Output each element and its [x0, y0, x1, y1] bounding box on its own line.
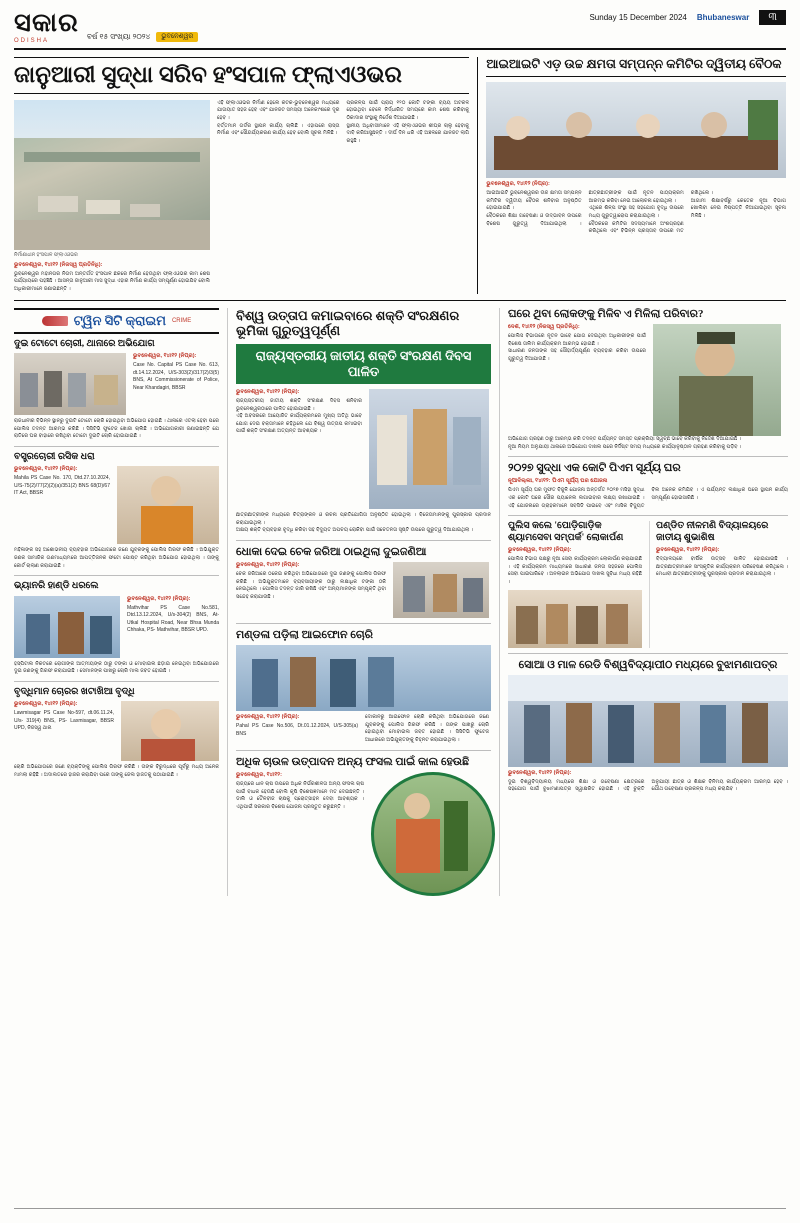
lead-byline: ଭୁବନେଶ୍ୱର, ୧୪ା୧୨ (ନିଜସ୍ୱ ପ୍ରତିନିଧି):	[14, 261, 103, 268]
crime-byline-3: ଭୁବନେଶ୍ୱର, ୧୪ା୧୨ (ନିପ୍ର):	[14, 701, 78, 708]
energy-para-0: ରାଜ୍ୟସ୍ତରୀୟ ଜାତୀୟ ଶକ୍ତି ସଂରକ୍ଷଣ ଦିବସ ଶନିବାର ଭୁବନେଶ୍ୱରଠାରେ ପାଳିତ ହୋଇଯାଇଛି ।	[236, 397, 362, 412]
crime-case-1: Mahila PS Case No. 170, Dtd.27.10.2024, U/S-75(2)/77(2)(2)(a)/351(2) BNS 68(D)/67 IT Act, BBSR	[14, 475, 110, 497]
mou-text: ଦୁଇ ବିଶ୍ୱବିଦ୍ୟାଳୟ ମଧ୍ୟରେ ଶିକ୍ଷା ଓ ଗବେଷଣା କ୍ଷେତ୍ରରେ ସହଯୋଗ ପାଇଁ ବୁଝାମଣାପତ୍ର ସ୍ୱାକ୍ଷରିତ ହୋଇଛି । ଏହି ଚୁକ୍ତି ଅନୁଯାୟୀ ଛାତ୍ର ଓ ଶିକ୍ଷକ ବିନିମୟ କାର୍ଯ୍ୟକ୍ରମ ଆରମ୍ଭ ହେବ । ଯୌଥ ଗବେଷଣା ପ୍ରକଳ୍ପ ମଧ୍ୟ କରାଯିବ ।	[508, 778, 788, 793]
edition-chip: ଭୁବନେଶ୍ୱର	[156, 32, 198, 42]
right-column	[499, 308, 788, 896]
crime-title-1: ବସ୍ତ୍ରଚୋରୀ ରସିକ ଧରା	[14, 451, 95, 462]
masthead	[14, 10, 786, 50]
iit-text-columns	[486, 190, 786, 236]
top-block	[14, 57, 786, 294]
solar-headline: ୨୦୨୭ ସୁଦ୍ଧା ଏକ କୋଟି ପିଏମ ସୂର୍ଯ୍ୟ ଘର	[508, 462, 681, 475]
cheque-photo	[393, 562, 489, 618]
energy-para-3: ଅକ୍ଷୟ ଶକ୍ତି ବ୍ୟବହାର ବୃଦ୍ଧି କରିବା ସହ ବିଦ୍ୟୁତ ଅପଚୟ ରୋକିବା ପାଇଁ ସଚେତନତା ସୃଷ୍ଟି ଉପରେ ଗୁରୁତ୍ୱ ଦିଆଯାଇଥିଲା ।	[236, 527, 474, 534]
school-byline: ଭୁବନେଶ୍ୱର, ୧୪ା୧୨ (ନିପ୍ର):	[656, 547, 720, 554]
mou-photo	[508, 675, 788, 767]
crime-text-1: ମହିଳାଙ୍କ ସହ ଅଶୋଭନୀୟ ବ୍ୟବହାର ଅଭିଯୋଗରେ ଜଣେ ଯୁବକଙ୍କୁ ପୋଲିସ ଗିରଫ କରିଛି । ଅଭିଯୁକ୍ତ ଜଣକ ସାମାଜିକ ଗଣମାଧ୍ୟମରେ ଆପତ୍ତିଜନକ ଫଟୋ ପୋଷ୍ଟ କରିଥିବା ଅଭିଯୋଗ ହୋଇଥିଲା । ତାଙ୍କୁ କୋର୍ଟ ଚାଲାଣ କରାଯାଇଛି ।	[14, 547, 219, 569]
iphone-byline: ଭୁବନେଶ୍ୱର, ୧୪ା୧୨ (ନିପ୍ର):	[236, 714, 300, 721]
publish-date: Sunday 15 December 2024	[589, 13, 687, 22]
mou-byline: ଭୁବନେଶ୍ୱର, ୧୪ା୧୨ (ନିପ୍ର):	[508, 769, 572, 776]
crime-byline-1: ଭୁବନେଶ୍ୱର, ୧୪ା୧୨ (ନିପ୍ର):	[14, 466, 78, 473]
energy-photo-wrap	[369, 389, 489, 509]
energy-photo	[369, 389, 489, 509]
school-text: ବିଦ୍ୟାଳୟରେ ବାର୍ଷିକ ଉତ୍ସବ ପାଳିତ ହୋଇଯାଇଛି । ଛାତ୍ରଛାତ୍ରୀମାନେ ସାଂସ୍କୃତିକ କାର୍ଯ୍ୟକ୍ରମ ପରିବେଷଣ କରିଥିଲେ । ମେଧାବୀ ଛାତ୍ରଛାତ୍ରୀଙ୍କୁ ପୁରସ୍କାର ପ୍ରଦାନ କରାଯାଇଥିଲା ।	[656, 556, 788, 578]
section-divider-top	[14, 300, 786, 301]
iit-story	[477, 57, 786, 294]
edition-city: Bhubaneswar	[696, 13, 750, 22]
main-body	[14, 308, 786, 896]
cheque-text: ଚେକ ଜରିଆରେ ଠକେଇ କରିଥିବା ଅଭିଯୋଗରେ ଦୁଇ ଜଣଙ୍କୁ ପୋଲିସ ଗିରଫ କରିଛି । ଅଭିଯୁକ୍ତମାନେ ବ୍ୟବସାୟୀଙ୍କ ଠାରୁ ଲକ୍ଷାଧିକ ଟଙ୍କା ଠକି ନେଇଥିଲେ । ପୋଲିସ ତଦନ୍ତ ଜାରି ରଖିଛି ଏବଂ ଅନ୍ୟମାନଙ୍କ ସମ୍ପୃକ୍ତି ଥିବା ସନ୍ଦେହ କରାଯାଉଛି ।	[236, 570, 386, 600]
siren-icon	[42, 316, 68, 326]
officer-byline: ଦେଶ, ୧୪ା୧୨ (ନିଜସ୍ୱ ପ୍ରତିନିଧି):	[508, 323, 580, 330]
iphone-text: ଦୋକାନରୁ ଆଇଫୋନ ଚୋରି କରିଥିବା ଅଭିଯୋଗରେ ଜଣେ ଯୁବକଙ୍କୁ ପୋଲିସ ଗିରଫ କରିଛି । ତାଙ୍କ ପାଖରୁ ଚୋରି ହୋଇଥିବା ମୋବାଇଲ ଜବତ ହୋଇଛି । ସିସିଟିଭି ଫୁଟେଜ ଆଧାରରେ ଅଭିଯୁକ୍ତଙ୍କୁ ଚିହ୍ନଟ କରାଯାଇଥିଲା ।	[365, 714, 489, 744]
officer-para-1: ସାଧାରଣ ଜନତାଙ୍କ ସହ ସୌହାର୍ଦ୍ଦ୍ୟପୂର୍ଣ୍ଣ ବ୍ୟବହାର କରିବା ଉପରେ ଗୁରୁତ୍ୱ ଦିଆଯାଉଛି ।	[508, 348, 646, 362]
lead-para-4: ସ୍ଥାନୀୟ ଅଧିବାସୀମାନେ ଏହି ଫ୍ଲାଏଓଭର ଶୀଘ୍ର ଚାଲୁ ହେବାକୁ ଦାବି କରିଆସୁଛନ୍ତି । ଦୀର୍ଘ ଦିନ ଧରି ଏହି ଅଞ୍ଚଳରେ ଯାନଜଟ ଲାଗି ରହୁଛି ।	[346, 122, 469, 144]
lead-para-1: ଏହି ଫ୍ଲାଏଓଭର ନିର୍ମାଣ ହେଲେ କଟକ-ଭୁବନେଶ୍ୱର ମଧ୍ୟରେ ଯାତାୟାତ ସହଜ ହେବ ଏବଂ ଯାନଜଟ ସମସ୍ୟା ଅନେକାଂଶରେ ଦୂର ହେବ ।	[217, 99, 340, 122]
iit-para-3: ବୈଠକରେ କମିଟିର ସଦସ୍ୟମାନେ ଅଂଶଗ୍ରହଣ କରିଥିଲେ ଏବଂ ବିଭିନ୍ନ ପ୍ରସ୍ତାବ ଉପରେ ମତ ରଖିଥିଲେ ।	[588, 190, 713, 235]
iit-headline: ଆଇଆଇଟି ଏଡ଼ ଉଚ୍ଚ କ୍ଷମତା ସମ୍ପନ୍ନ କମିଟିର ଦ୍ୱିତୀୟ ବୈଠକ	[486, 57, 786, 77]
solar-byline: ନୂଆଦିଲ୍ଲୀ, ୧୪ା୧୨: ପିଏମ ସୂର୍ଯ୍ୟ ଘର ଯୋଜନା	[508, 478, 608, 485]
officer-photo-wrap	[653, 324, 781, 436]
mou-headline: ସୋଆ ଓ ମାଳ ରେଡି ବିଶ୍ୱବିଦ୍ୟାପୀଠ ମଧ୍ୟରେ ବୁଝାମଣାପତ୍ର	[518, 658, 778, 671]
officer-para-3: ନୂଆ ନିୟମ ଅନୁଯାୟୀ ଥାନାରେ ଅଭିଯୋଗ ଦାଖଲ ପରେ ନିର୍ଦ୍ଦିଷ୍ଟ ସମୟ ମଧ୍ୟରେ କାର୍ଯ୍ୟାନୁଷ୍ଠାନ ଗ୍ରହଣ କରିବାକୁ ପଡ଼ିବ ।	[508, 443, 742, 450]
crime-title-3: ବୃଦ୍ଧିମାନ ଚୋରର ଖଟାଖିଆ ବୃଦ୍ଧି	[14, 686, 135, 697]
officer-para-0: ପୋଲିସ ବିଭାଗରେ ନୂତନ ଭାବେ ଯୋଗ ଦେଇଥିବା ଅଧିକାରୀଙ୍କ ପାଇଁ ବିଶେଷ ତାଲିମ କାର୍ଯ୍ୟକ୍ରମ ଆରମ୍ଭ ହୋଇଛି ।	[508, 332, 646, 347]
masthead-edition	[87, 32, 199, 44]
crime-photo-0	[14, 353, 126, 415]
iit-para-0: ଆଇଆଇଟି ଭୁବନେଶ୍ୱରର ଉଚ୍ଚ କ୍ଷମତା ସମ୍ପନ୍ନ କମିଟିର ଦ୍ୱିତୀୟ ବୈଠକ ଶନିବାର ଅନୁଷ୍ଠିତ ହୋଇଯାଇଛି ।	[486, 190, 582, 212]
paddy-photo	[371, 772, 495, 896]
masthead-logo-group	[14, 10, 198, 44]
masthead-right	[589, 10, 786, 27]
crime-photo-wrap-0	[14, 353, 126, 415]
officer-para-2: ଅଭିଯୋଗ ଗ୍ରହଣ ଠାରୁ ଆରମ୍ଭ କରି ତଦନ୍ତ ପର୍ଯ୍ୟନ୍ତ ସମସ୍ତ ପ୍ରକ୍ରିୟା ସ୍ୱଚ୍ଛ ଭାବେ କରିବାକୁ ନିର୍ଦ୍ଦେଶ ଦିଆଯାଇଛି ।	[508, 435, 741, 442]
iit-para-2: ଏଥିରେ ଶିଳ୍ପ ସଂସ୍ଥା ସହ ସହଯୋଗ ବୃଦ୍ଧି ଉପରେ ମଧ୍ୟ ଗୁରୁତ୍ୱାରୋପ କରାଯାଇଥିଲା ।	[588, 205, 684, 219]
crime-column	[14, 308, 219, 896]
iit-byline: ଭୁବନେଶ୍ୱର, ୧୪ା୧୨ (ନିପ୍ର):	[486, 181, 550, 187]
police-launch-photo	[508, 590, 642, 648]
crime-photo-3	[121, 701, 219, 761]
lead-story	[14, 57, 469, 294]
crime-photo-1	[117, 466, 219, 544]
crime-text-2: ହସ୍ପିଟାଲ ନିକଟରେ ରୋଗୀଙ୍କ ଆତ୍ମୀୟଙ୍କ ଠାରୁ ଟଙ୍କା ଓ ମୋବାଇଲ ଛଡ଼ାଇ ନେଇଥିବା ଅଭିଯୋଗରେ ଦୁଇ ଜଣଙ୍କୁ ଗିରଫ କରାଯାଇଛି । ସେମାନଙ୍କ ପାଖରୁ ଚୋରି ମାଲ ଜବତ ହୋଇଛି ।	[14, 660, 219, 675]
crime-title-0: ଦୁଇ ଟୋଟୋ ଚୋରୀ, ଥାନାରେ ଅଭିଯୋଗ	[14, 338, 155, 349]
cheque-photo-wrap	[393, 562, 489, 618]
lead-text-columns	[217, 100, 469, 294]
cheque-headline: ଧୋକା ଦେଇ ଚେକ ଜରିଆ ଠାଇଥିଲା ଦୁଇଜଣିଆ	[236, 545, 427, 558]
iphone-case: Pahal PS Case No.506, Dt.01.12.2024, U/S-305(a) BNS	[236, 723, 358, 737]
energy-headline: ବିଶ୍ୱ ଉତ୍ତାପ କମାଇବାରେ ଶକ୍ତି ସଂରକ୍ଷଣର ଭୂମିକା ଗୁରୁତ୍ୱପୂର୍ଣ୍ଣ	[236, 307, 460, 339]
energy-para-2: ଛାତ୍ରଛାତ୍ରୀଙ୍କ ମଧ୍ୟରେ ଚିତ୍ରାଙ୍କନ ଓ ରଚନା ପ୍ରତିଯୋଗିତା ଅନୁଷ୍ଠିତ ହୋଇଥିଲା । ବିଜେତାମାନଙ୍କୁ ପୁରସ୍କାର ପ୍ରଦାନ କରାଯାଇଥିଲା ।	[236, 511, 491, 526]
crime-photo-2	[14, 596, 120, 658]
lead-photo-caption: ନିର୍ମାଣାଧୀନ ହଂସପାଳ ଫ୍ଲାଏଓଭର	[14, 251, 78, 258]
police-launch-headline: ପୁଲିସ କଲେ 'ପୋଡ଼ିଗାଡ଼ିକ ଶ୍ୟାମସେବା ସମ୍ପର୍କ' ଲୋକାର୍ପଣ	[508, 521, 624, 543]
paddy-byline: ଭୁବନେଶ୍ୱର, ୧୪ା୧୨:	[236, 771, 282, 778]
energy-green-bar: ରାଜ୍ୟସ୍ତରୀୟ ଜାତୀୟ ଶକ୍ତି ସଂରକ୍ଷଣ ଦିବସ ପାଳିତ	[236, 344, 491, 384]
officer-headline: ଘରେ ଥିବା ଲୋକଙ୍କୁ ମିଳିବ ଏ ମିଳିଲା ପରିବାର?	[508, 307, 704, 320]
middle-column	[227, 308, 491, 896]
crime-case-2: Mathvihar PS Case No.581, Dtd.13.12.2024, U/s-304(2) BNS, At- Utkal Hospital Road, Near Bhsa Munda Chhaka, PS- Mathvihar, BBSR UPD.	[127, 604, 219, 634]
lead-para-2: ବର୍ତ୍ତମାନ ଗର୍ଡର ସ୍ଥାପନ କାର୍ଯ୍ୟ ଚାଲିଛି । ଏହାପରେ ରାସ୍ତା ନିର୍ମାଣ ଏବଂ ସୌନ୍ଦର୍ଯ୍ୟକରଣ କାର୍ଯ୍ୟ ହେବ ବୋଲି ସୂଚନା ମିଳିଛି ।	[217, 122, 340, 137]
school-story	[649, 521, 788, 647]
page-footer-rule	[14, 1208, 786, 1209]
edition-line: ବର୍ଷ ୧୫ ସଂଖ୍ୟା ୨୦୨୪	[86, 32, 151, 41]
iphone-headline: ମଣ୍ଡଳା ପଡ଼ିଲା ଆଇଫୋନ ଚୋରି	[236, 628, 374, 641]
lead-headline: ଜାନୁଆରୀ ସୁଦ୍ଧା ସରିବ ହଂସପାଳ ଫ୍ଲାଏଓଭର	[14, 57, 469, 94]
school-headline: ପଣ୍ଡିତ ନୀଳମଣି ବିଦ୍ୟାଳୟରେ ଜାତୀୟ ଶୁଭାଶିଷ	[656, 521, 769, 543]
crime-byline-0: ଭୁବନେଶ୍ୱର, ୧୪ା୧୨ (ନିପ୍ର):	[133, 353, 197, 360]
police-launch-story	[508, 521, 642, 647]
crime-banner-title: ଟ୍ୱିନ ସିଟି କ୍ରାଇମ	[73, 312, 166, 328]
lead-photo	[14, 100, 210, 250]
lead-photo-wrap	[14, 100, 210, 294]
publication-subtitle: ODISHA	[14, 38, 50, 44]
crime-text-0: ରାଜଧାନୀର ବିଭିନ୍ନ ସ୍ଥାନରୁ ଦୁଇଟି ଟୋଟୋ ଚୋରି ହୋଇଥିବା ଅଭିଯୋଗ ହୋଇଛି । ଥାନାରେ ଏତଲା ହେବା ପରେ ପୋଲିସ ତଦନ୍ତ ଆରମ୍ଭ କରିଛି । ସିସିଟିଭି ଫୁଟେଜ ଖୋଜା ଚାଲିଛି । ଅଭିଯୋଗକାରୀ ଜଣାଇଛନ୍ତି ଯେ ରାତିରେ ଘର ବାହାରେ ରଖିଥିବା ଟୋଟୋ ଦୁଇଟି ଚୋରି ହୋଇଯାଇଛି ।	[14, 418, 219, 440]
iit-para-4: ଆଗାମୀ ଶିକ୍ଷାବର୍ଷରୁ କେତେକ ନୂଆ ବିଭାଗ ଖୋଲିବା ନେଇ ନିଷ୍ପତ୍ତି ନିଆଯାଇଥିବା ସୂଚନା ମିଳିଛି ।	[690, 197, 786, 219]
paddy-text: ରାଜ୍ୟରେ ଧାନ ଚାଷ ଉପରେ ଅଧିକ ନିର୍ଭରଶୀଳତା ଅନ୍ୟ ଫସଲ ଚାଷ ପାଇଁ ବାଧକ ହେଉଛି ବୋଲି କୃଷି ବିଶେଷଜ୍ଞମାନେ ମତ ଦେଇଛନ୍ତି । ଡାଲି ଓ ତୈଳବୀଜ ଚାଷକୁ ପ୍ରୋତ୍ସାହନ ଦେବା ଆବଶ୍ୟକ । ଏଥିପାଇଁ ସରକାର ବିଶେଷ ଯୋଜନା ପ୍ରସ୍ତୁତ କରୁଛନ୍ତି ।	[236, 780, 364, 810]
lead-para-0: ଭୁବନେଶ୍ୱର ମହାନଗର ନିଗମ ଅନ୍ତର୍ଗତ ହଂସପାଳ ଛକରେ ନିର୍ମାଣ ହେଉଥିବା ଫ୍ଲାଏଓଭର କାମ ଶେଷ ପର୍ଯ୍ୟାୟରେ ପହଞ୍ଚିଛି । ଆସନ୍ତା ଜାନୁଆରୀ ମାସ ସୁଦ୍ଧା ଏହାର ନିର୍ମାଣ କାର୍ଯ୍ୟ ସମ୍ପୂର୍ଣ୍ଣ ହୋଇଯିବ ବୋଲି ଅଧିକାରୀମାନେ ଜଣାଇଛନ୍ତି ।	[14, 270, 210, 293]
crime-byline-2: ଭୁବନେଶ୍ୱର, ୧୪ା୧୨ (ନିପ୍ର):	[127, 595, 191, 602]
iit-photo	[486, 82, 786, 178]
solar-text: ପିଏମ ସୂର୍ଯ୍ୟ ଘର ମୁଫତ ବିଜୁଳି ଯୋଜନା ଅନ୍ତର୍ଗତ ୨୦୨୭ ମସିହା ସୁଦ୍ଧା ଏକ କୋଟି ଘରେ ସୌର ପ୍ୟାନେଲ ଲଗାଇବାର ଲକ୍ଷ୍ୟ ରଖାଯାଇଛି । ଏହି ଯୋଜନାରେ ଗ୍ରାହକମାନେ ସବସିଡି ପାଇବେ ଏବଂ ମାସିକ ବିଦ୍ୟୁତ ବିଲ ଅନେକ କମିଯିବ । ଏ ପର୍ଯ୍ୟନ୍ତ ଲକ୍ଷାଧିକ ଘରେ ସ୍ଥାପନ କାର୍ଯ୍ୟ ସମ୍ପୂର୍ଣ୍ଣ ହୋଇସାରିଛି ।	[508, 487, 788, 509]
police-launch-byline: ଭୁବନେଶ୍ୱର, ୧୪ା୧୨ (ନିପ୍ର):	[508, 547, 572, 554]
crime-photo-wrap-3	[121, 701, 219, 761]
energy-para-1: ଏହି ଅବସରରେ ଆୟୋଜିତ କାର୍ଯ୍ୟକ୍ରମରେ ମୁଖ୍ୟ ଅତିଥି ଭାବେ ଯୋଗ ଦେଇ ବକ୍ତାମାନେ କହିଥିଲେ ଯେ ବିଶ୍ୱ ଉତ୍ତାପ କମାଇବା ପାଇଁ ଶକ୍ତି ସଂରକ୍ଷଣ ଅତ୍ୟନ୍ତ ଆବଶ୍ୟକ ।	[236, 413, 362, 435]
crime-case-3: Lawmisagar PS Case No-597, dt.06.11.24, U/s- 319(4) BNS, PS- Laxmisagar, BBSR UPD, ନିଜସ୍ୱ ଥାନା	[14, 710, 114, 732]
crime-banner	[14, 308, 219, 334]
publication-title: ସକାର	[14, 8, 79, 37]
paddy-photo-wrap	[371, 772, 491, 896]
cheque-byline: ଭୁବନେଶ୍ୱର, ୧୪ା୧୨ (ନିପ୍ର):	[236, 561, 300, 568]
paddy-headline: ଅଧିକ ଚାଉଳ ଉତ୍ପାଦନ ଅନ୍ୟ ଫସଲ ପାଇଁ କାଲ ହେଉଛି	[236, 755, 470, 768]
lead-para-3: ପ୍ରକଳ୍ପ ପାଇଁ ପ୍ରାୟ ୧୨୦ କୋଟି ଟଙ୍କା ବ୍ୟୟ ଅଟକଳ ହୋଇଥିବା ବେଳେ ନିର୍ଦ୍ଧାରିତ ସମୟରେ କାମ ଶେଷ କରିବାକୁ ଠିକାଦାର ସଂସ୍ଥାକୁ ନିର୍ଦ୍ଦେଶ ଦିଆଯାଇଛି ।	[346, 99, 469, 122]
crime-title-2: ଭ୍ୟାନରି ହାଣ୍ଡି ଧରଲେ	[14, 581, 99, 592]
officer-photo	[653, 324, 781, 436]
crime-text-3: ଚୋରି ଅଭିଯୋଗରେ ଜଣେ ବ୍ୟକ୍ତିଙ୍କୁ ପୋଲିସ ଗିରଫ କରିଛି । ତାଙ୍କ ବିରୁଦ୍ଧରେ ପୂର୍ବରୁ ମଧ୍ୟ ଅନେକ ମାମଲା ରହିଛି । ଅଦାଲତରେ ହାଜର କରାଯିବା ପରେ ତାଙ୍କୁ ଜେଲ ହାଜତକୁ ପଠାଯାଇଛି ।	[14, 764, 219, 778]
crime-photo-wrap-1	[117, 466, 219, 544]
police-launch-text: ପୋଲିସ ବିଭାଗ ପକ୍ଷରୁ ନୂଆ ସେବା କାର୍ଯ୍ୟକ୍ରମ ଲୋକାର୍ପଣ କରାଯାଇଛି । ଏହି କାର୍ଯ୍ୟକ୍ରମ ମାଧ୍ୟମରେ ସାଧାରଣ ଜନତା ସହଜରେ ପୋଲିସ ସେବା ପାଇପାରିବେ । ଅନଲାଇନ ଅଭିଯୋଗ ଦାଖଲ ସୁବିଧା ମଧ୍ୟ ରହିଛି ।	[508, 556, 642, 585]
iit-para-1: ବୈଠକରେ ଶିକ୍ଷା ଗବେଷଣା ଓ ଉଦ୍ଭାବନ ଉପରେ ବିଶେଷ ଗୁରୁତ୍ୱ ଦିଆଯାଇଥିଲା । ଛାତ୍ରଛାତ୍ରୀଙ୍କ ପାଇଁ ନୂତନ ପାଠ୍ୟକ୍ରମ ଆରମ୍ଭ କରିବା ନେଇ ଆଲୋଚନା ହୋଇଥିଲା ।	[486, 190, 684, 227]
energy-byline: ଭୁବନେଶ୍ୱର, ୧୪ା୧୨ (ନିପ୍ର):	[236, 388, 300, 395]
crime-photo-wrap-2	[14, 596, 120, 658]
crime-banner-sub: CRIME	[171, 317, 192, 324]
page-number: ୩	[759, 10, 786, 25]
iphone-photo	[236, 645, 491, 711]
crime-case-0: Case No. Capital PS Case No. 613, dt.14.12.2024, U/S-303(2)/317(2)/3(5) BNS, At Commissionerate of Police, Near Khandagiri, BBSR	[133, 362, 219, 391]
